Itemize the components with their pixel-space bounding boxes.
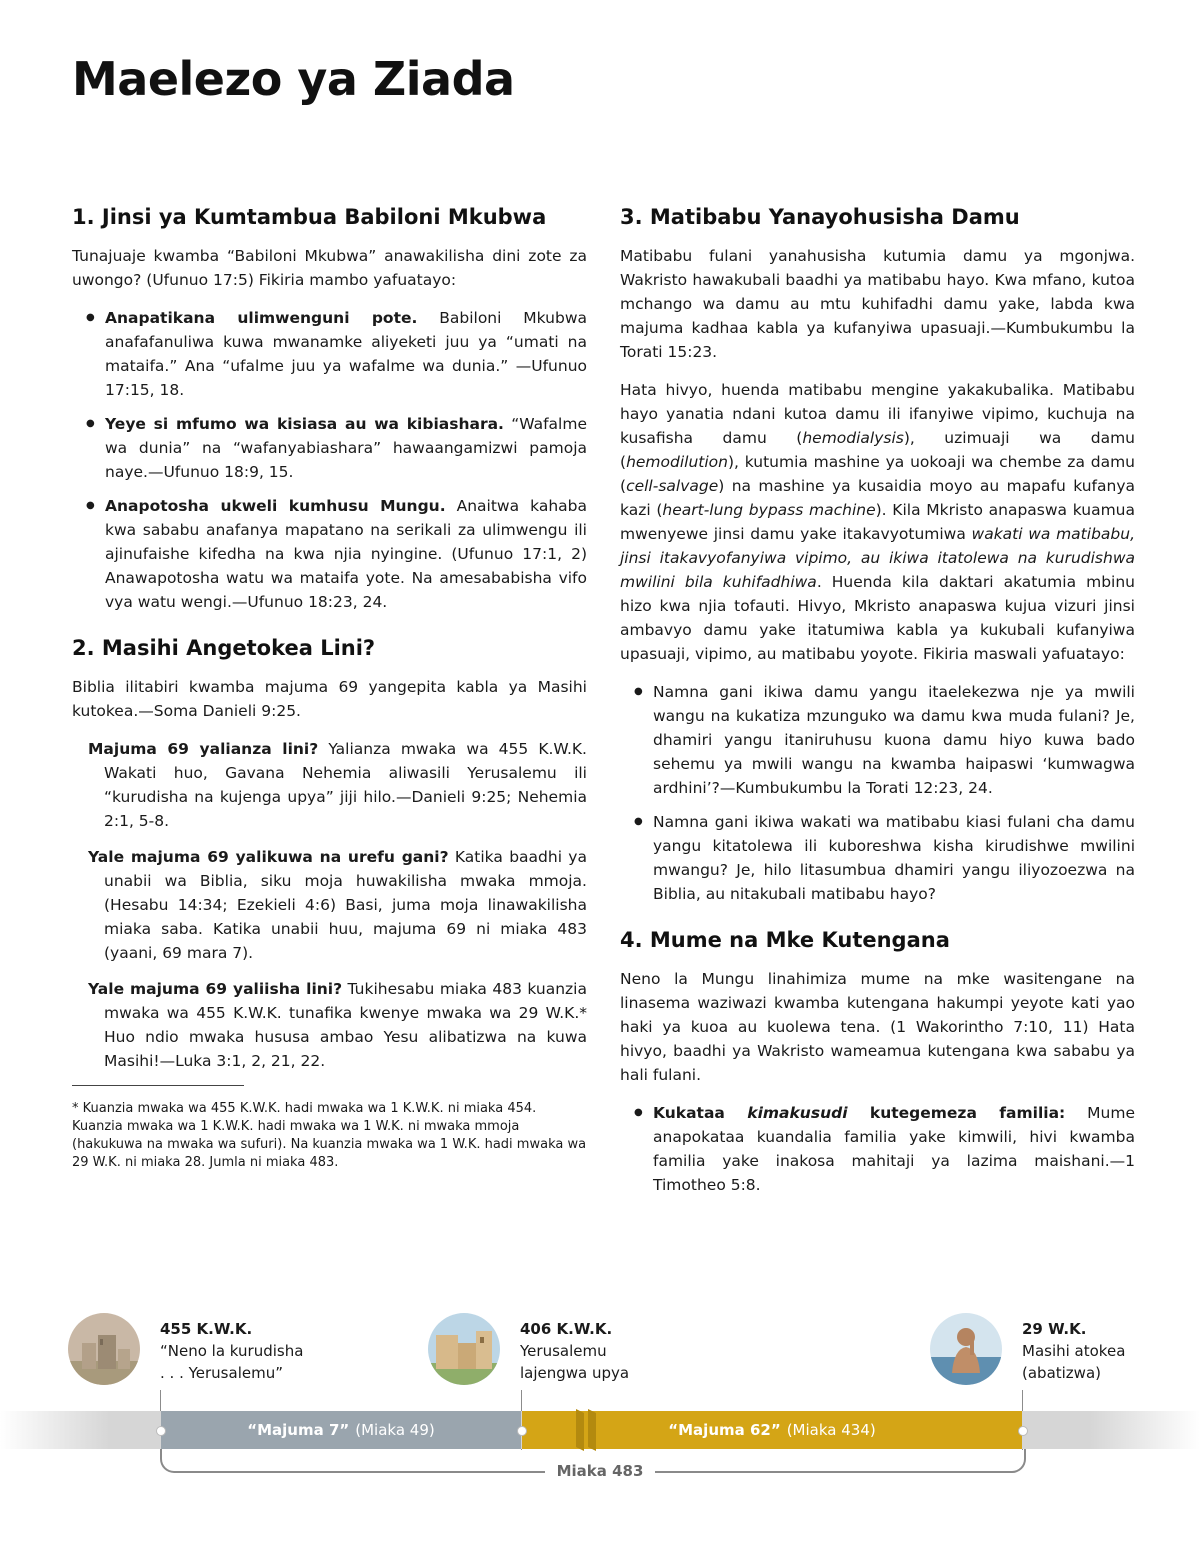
segment-seven-weeks: “Majuma 7” (Miaka 49) [161,1411,521,1449]
timeline-event: 455 K.W.K. “Neno la kurudisha . . . Yerusalemu” [160,1320,304,1382]
left-column [72,205,587,1172]
footnote: * Kuanzia mwaka wa 455 K.W.K. hadi mwaka wa 1 K.W.K. ni miaka 454. Kuanzia mwaka wa 1 K.W.K. hadi mwaka wa 1 W.K. ni mwaka mmoja (hakukuwa na mwaka wa sufuri). Na kuanzia mwaka wa 1 W.K. hadi mwaka wa 29 W.K. ni miaka 28. Jumla ni miaka 483. [72,1101,587,1170]
timeline [0,1300,1200,1500]
ruined-city-image [68,1313,140,1385]
section-3-bullets [620,680,1135,906]
list-item: ● Namna gani ikiwa damu yangu itaelekezwa nje ya mwili wangu na kukatiza mzunguko wa damu kwa muda fulani? Je, dhamiri yangu itaniruhusu kuona damu hiyo kuwa bado sehemu ya mwili wangu na kwamba haipaswi ‘kumwagwa ardhini’?—Kumbukumbu la Torati 12:23, 24. [620,680,1135,800]
timeline-dot [156,1426,166,1436]
list-item: ● Namna gani ikiwa wakati wa matibabu kiasi fulani cha damu yangu kitatolewa ili kuboreshwa kisha kirudishwe mwilini mwangu? Je, hilo litasumbua dhamiri yangu iliyozoezwa na Biblia, au nitakubali matibabu hayo? [620,810,1135,906]
timeline-dot [517,1426,527,1436]
right-column [620,205,1135,1209]
question-answer: Yale majuma 69 yalikuwa na urefu gani? Katika baadhi ya unabii wa Biblia, siku moja huwakilisha mwaka mmoja. (Hesabu 14:34; Ezekieli 4:6) Basi, juma moja linawakilisha miaka saba. Katika unabii huu, majuma 69 ni miaka 483 (yaani, 69 mara 7). [88,848,587,962]
list-item: ● Anapotosha ukweli kumhusu Mungu. Anaitwa kahaba kwa sababu anafanya mapatano na serikali za ulimwengu ili ajinufaishe kifedha na kwa njia nyingine. (Ufunuo 17:1, 2) Anawapotosha watu wa mataifa yote. Na amesababisha vifo vya watu wengi.—Ufunuo 18:23, 24. [72,494,587,614]
timeline-dot [1018,1426,1028,1436]
question-answer: Yale majuma 69 yaliisha lini? Tukihesabu miaka 483 kuanzia mwaka wa 455 K.W.K. tunafika kwenye mwaka wa 29 W.K.* Huo ndio mwaka hususa ambao Yesu alibatizwa na kuwa Masihi!—Luka 3:1, 2, 21, 22. [88,980,587,1070]
section-1-title: 1. Jinsi ya Kumtambua Babiloni Mkubwa [72,205,547,229]
page-title: Maelezo ya Ziada [72,52,515,106]
section-4-bullets [620,1101,1135,1197]
section-1-intro: Tunajuaje kwamba “Babiloni Mkubwa” anawakilisha dini zote za uwongo? (Ufunuo 17:5) Fikiria mambo yafuatayo: [72,247,587,289]
list-item: ● Yeye si mfumo wa kisiasa au wa kibiashara. “Wafalme wa dunia” na “wafanyabiashara” hawaangamizwi pamoja naye.—Ufunuo 18:9, 15. [72,412,587,484]
segment-sixty-two-weeks: “Majuma 62” (Miaka 434) [522,1411,1022,1449]
rebuilt-city-image [428,1313,500,1385]
section-1-bullets [72,306,587,614]
timeline-event: 29 W.K. Masihi atokea (abatizwa) [1022,1320,1126,1382]
section-4-title: 4. Mume na Mke Kutengana [620,928,950,952]
list-item: ● Anapatikana ulimwenguni pote. Babiloni Mkubwa anafafanuliwa kuwa mwanamke aliyeketi juu ya “umati na mataifa.” Ana “ufalme juu ya wafalme wa dunia.” —Ufunuo 17:15, 18. [72,306,587,402]
break-marker-icon [572,1405,602,1455]
timeline-event: 406 K.W.K. Yerusalemu lajengwa upya [520,1320,630,1382]
list-item: ● Kukataa kimakusudi kutegemeza familia: Mume anapokataa kuandalia familia yake kimwili, hivi kwamba familia yake inakosa mahitaji ya lazima maishani.—1 Timotheo 5:8. [620,1101,1135,1197]
question-answer: Majuma 69 yalianza lini? Yalianza mwaka wa 455 K.W.K. Wakati huo, Gavana Nehemia aliwasili Yerusalemu ili “kurudisha na kujenga upya” jiji hilo.—Danieli 9:25; Nehemia 2:1, 5-8. [88,740,587,830]
section-2-intro: Biblia ilitabiri kwamba majuma 69 yangepita kabla ya Masihi kutokea.—Soma Danieli 9:25. [72,678,587,720]
section-2-title: 2. Masihi Angetokea Lini? [72,636,376,660]
section-3-title: 3. Matibabu Yanayohusisha Damu [620,205,1020,229]
section-3-paragraph-2: Hata hivyo, huenda matibabu mengine yakakubalika. Matibabu hayo yanatia ndani kutoa damu ili ifanyiwe vipimo, kuchuja na kusafisha damu (hemodialysis), uzimuaji wa damu (hemodilution), kutumia mashine ya uokoaji wa chembe za damu (cell-salvage) na mashine ya kusaidia moyo au mapafu kufanya kazi (heart-lung bypass machine). Kila Mkristo anapaswa kuamua mwenyewe jinsi damu yake itakavyotumiwa wakati wa matibabu, jinsi itakavyofanyiwa vipimo, au ikiwa itatolewa na kurudishwa mwilini bila kuhifadhiwa. Huenda kila daktari akatumia mbinu hizo kwa njia tofauti. Hivyo, Mkristo anapaswa kujua vizuri jinsi ambavyo damu yake itatumiwa kabla ya kukubali kufanyiwa upasuaji, vipimo, au matibabu yoyote. Fikiria maswali yafuatayo: [620,381,1135,663]
total-span-label: Miaka 483 [545,1462,655,1480]
section-3-paragraph-1: Matibabu fulani yanahusisha kutumia damu ya mgonjwa. Wakristo hawakubali baadhi ya matibabu hayo. Kwa mfano, kutoa mchango wa damu au mtu kuhifadhi damu yake, labda kwa majuma kadhaa kabla ya kufanyiwa upasuaji.—Kumbukumbu la Torati 15:23. [620,247,1135,361]
footnote-divider [72,1085,244,1086]
section-4-paragraph: Neno la Mungu linahimiza mume na mke wasitengane na linasema waziwazi kwamba kutengana hakumpi yeyote kati yao haki ya kuoa au kuolewa tena. (1 Wakorintho 7:10, 11) Hata hivyo, baadhi ya Wakristo wameamua kutengana kwa sababu ya hali fulani. [620,970,1135,1084]
baptism-image [930,1313,1002,1385]
